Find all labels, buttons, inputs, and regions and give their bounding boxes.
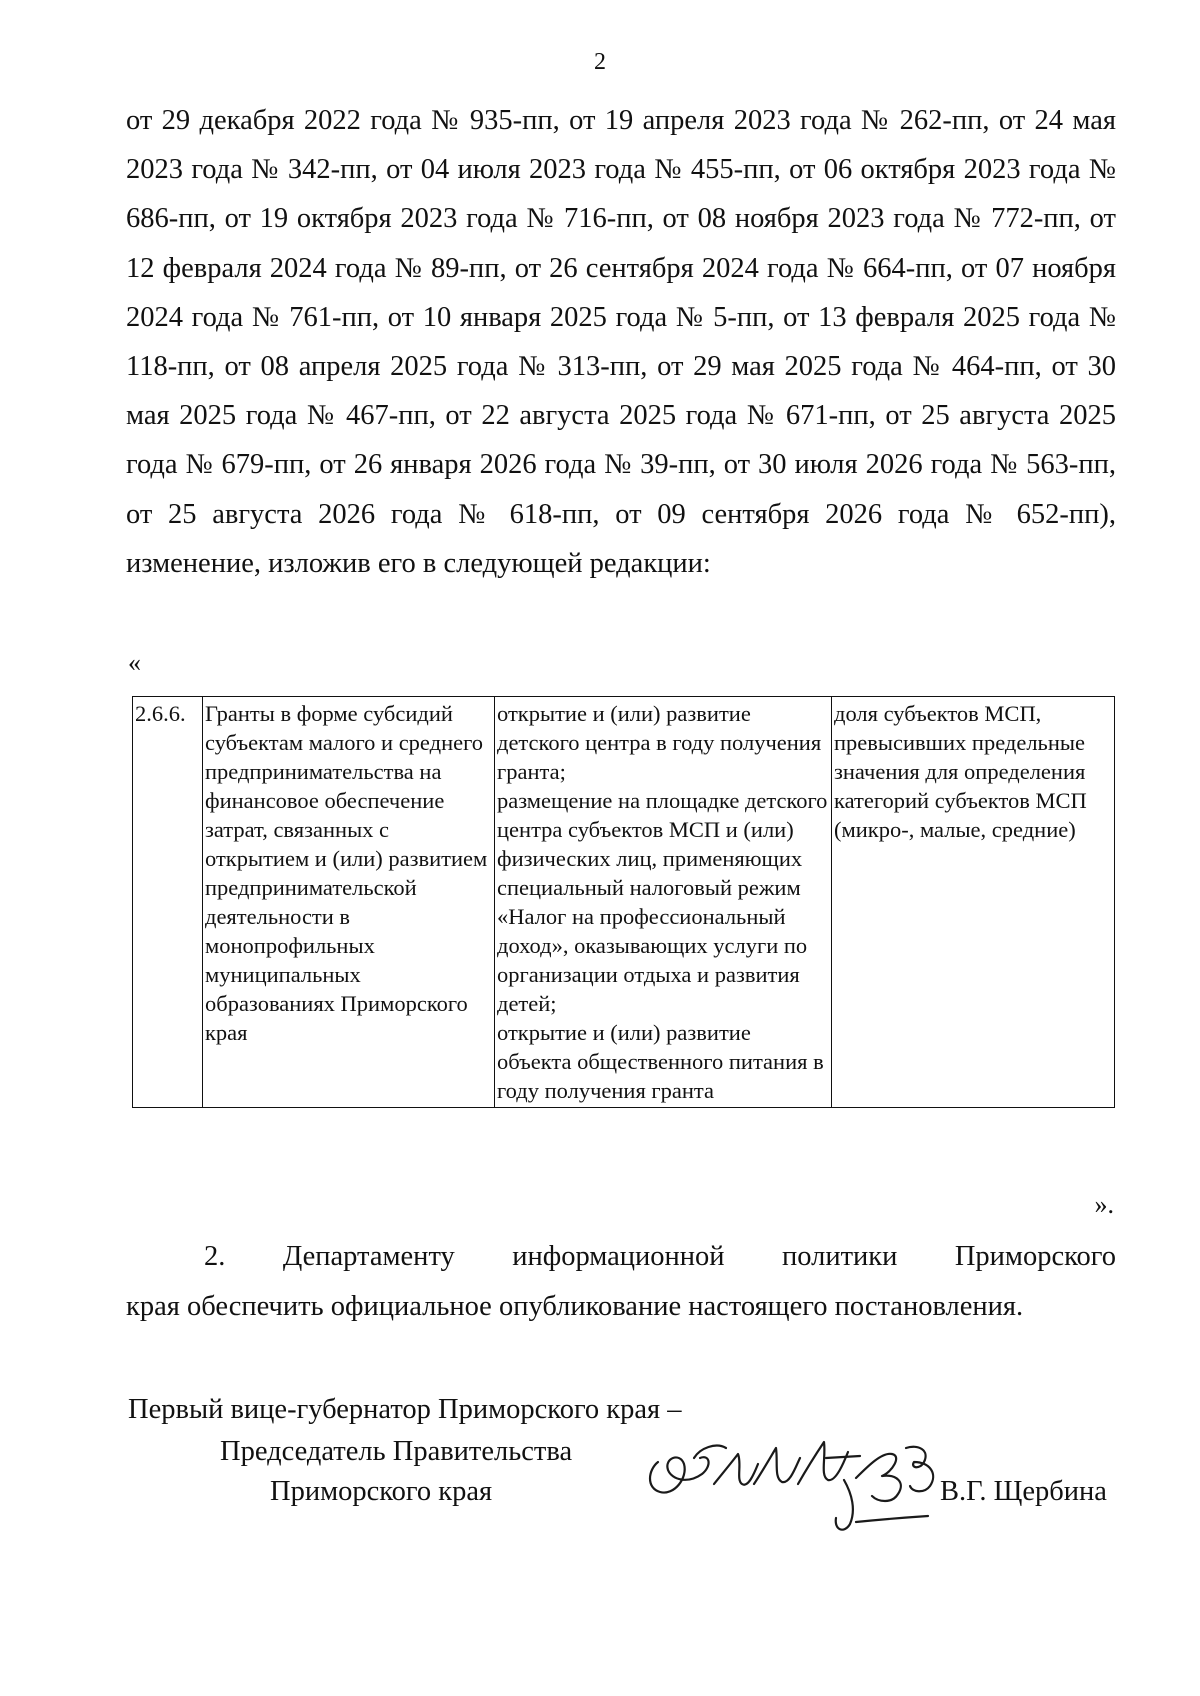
amendment-paragraph: от 29 декабря 2022 года № 935-пп, от 19 апреля 2023 года № 262-пп, от 24 мая 2023 года № 342-пп, от 04 июля 2023 года № 455-пп, от 06 октября 2023 года № 686-пп, от 19 октября 2023 года № 716-пп, от 08 ноября 2023 года № 772-пп, от 12 февраля 2024 года № 89-пп, от 26 сентября 2024 года № 664-пп, от 07 ноября 2024 года № 761-пп, от 10 января 2025 года № 5-пп, от 13 февраля 2025 года № 118-пп, от 08 апреля 2025 года № 313-пп, от 29 мая 2025 года № 464-пп, от 30 мая 2025 года № 467-пп, от 22 августа 2025 года № 671-пп, от 25 августа 2025 года № 679-пп, от 26 января 2026 года № 39-пп, от 30 июля 2026 года № 563-пп, от 25 августа 2026 года № 618-пп, от 09 сентября 2026 года № 652-пп), изменение, изложив его в следующей редакции: (126, 105, 1116, 579)
result-item: открытие и (или) развитие объекта общественного питания в году получения гранта (497, 1020, 824, 1103)
signatory-position-line3: Приморского края (270, 1476, 493, 1507)
page-number: 2 (594, 49, 606, 75)
quote-open: « (128, 648, 141, 677)
item-2-text-part2: обеспечить официальное опубликование настоящего постановления. (186, 1291, 1024, 1322)
result-item: открытие и (или) развитие детского центра в году получения гранта; (497, 701, 822, 784)
results-cell (495, 697, 832, 1108)
amendment-table (132, 696, 1115, 1108)
item-2-paragraph (126, 1232, 1116, 1332)
signatory-position-line2: Председатель Правительства (220, 1436, 573, 1467)
row-number-cell: 2.6.6. (133, 697, 203, 1108)
result-item: размещение на площадке детского центра субъектов МСП и (или) физических лиц, применяющих специальный налоговый режим «Налог на профессиональный доход», оказывающих услуги по организации отдыха и развития детей; (497, 788, 828, 1016)
measure-name-cell: Гранты в форме субсидий субъектам малого и среднего предпринимательства на финансовое обеспечение затрат, связанных с открытием и (или) развитием предпринимательской деятельности в монопрофильных муниципальных образованиях Приморского края (203, 697, 495, 1108)
table-row (133, 697, 1115, 1108)
quote-close: ». (1094, 1190, 1114, 1219)
signatory-name: В.Г. Щербина (940, 1476, 1107, 1507)
handwritten-signature (630, 1418, 970, 1542)
item-2-text-part1: 2. Департаменту информационной политики Приморского края (126, 1241, 1116, 1322)
indicator-cell: доля субъектов МСП, превысивших предельные значения для определения категорий субъектов МСП (микро-, малые, средние) (832, 697, 1115, 1108)
signatory-position-line1: Первый вице-губернатор Приморского края – (128, 1394, 682, 1425)
